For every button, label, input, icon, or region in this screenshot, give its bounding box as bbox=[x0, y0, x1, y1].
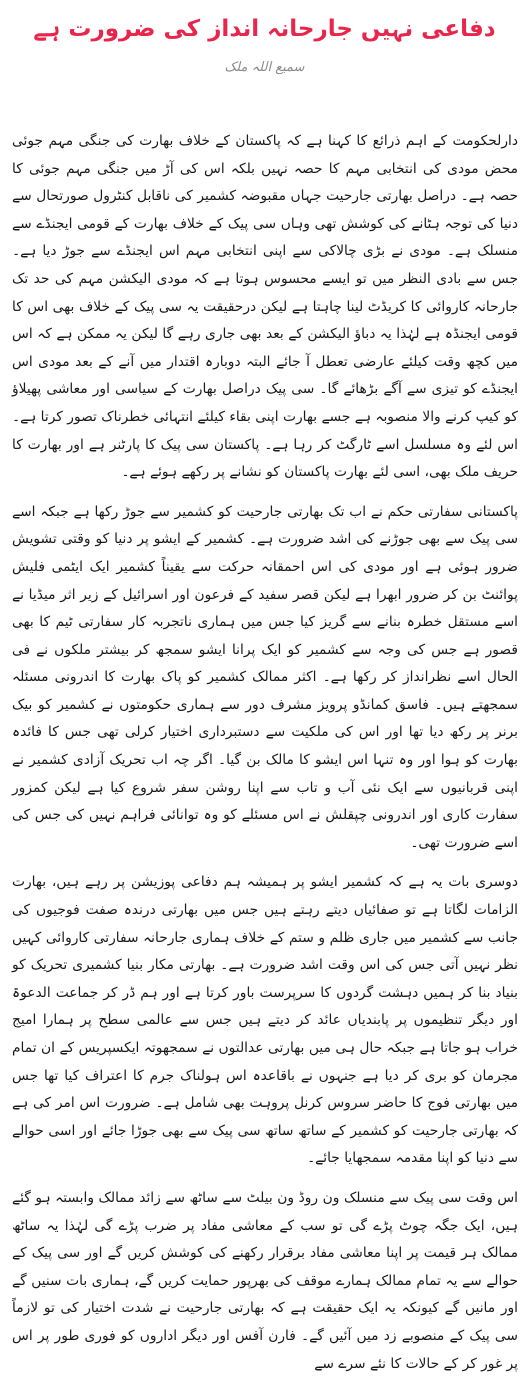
article-headline: دفاعی نہیں جارحانہ انداز کی ضرورت ہے bbox=[33, 16, 496, 42]
author-byline: سمیع اللہ ملک bbox=[224, 60, 305, 75]
article-paragraph: اس وقت سی پیک سے منسلک ون روڈ ون بیلٹ سے ساٹھ سے زائد ممالک وابستہ ہو گئے ہیں، ایک جگہ چوٹ پڑے گی تو سب کے معاشی مفاد پر ضرب پڑے گی لہٰذا یہ ساٹھ ممالک ہر قیمت پر اپنا معاشی مفاد برقرار رکھنے کی کوشش کریں گے اور سی پیک کے حوالے سے یہ تمام ممالک ہمارے موقف کی بھرپور حمایت کریں گے، ہماری بات سنیں گے اور مانیں گے کیونکہ یہ ایک حقیقت ہے کہ بھارتی جارحیت نے شدت اختیار کی تو لازماً سی پیک کے منصوبے زد میں آئیں گے۔ فارن آفس اور دیگر اداروں کو فوری طور پر اس پر غور کر کے حالات کا نئے سرے سے bbox=[12, 1189, 518, 1372]
article-paragraph: دوسری بات یہ ہے کہ کشمیر ایشو پر ہمیشہ ہم دفاعی پوزیشن پر رہے ہیں، بھارت الزامات لگاتا ہے تو صفائیاں دیتے رہتے ہیں جس میں بھارتی درندہ صفت فوجیوں کی جانب سے کشمیر میں جاری ظلم و ستم کے خلاف ہماری جارحانہ سفارتی کاروائی کہیں نظر نہیں آتی جس کی اس وقت اشد ضرورت ہے۔ بھارتی مکار بنیا کشمیری تحریک کو بنیاد بنا کر ہمیں دہشت گردوں کا سرپرست باور کرتا ہے اور ہم ڈر کر جماعت الدعوۃ اور دیگر تنظیموں پر پابندیاں عائد کر دیتے ہیں جس سے عالمی سطح پر ہمارا امیج خراب ہو جاتا ہے جبکہ حال ہی میں بھارتی عدالتوں نے سمجھوتہ ایکسپریس کے ان تمام مجرمان کو بری کر دیا ہے جنہوں نے باقاعدہ اس ہولناک جرم کا اعتراف کیا تھا جس میں بھارتی فوج کا حاضر سروس کرنل پروہت بھی شامل ہے۔ ضرورت اس امر کی ہے کہ بھارتی جارحیت کو کشمیر کے ساتھ ساتھ سی پیک سے بھی جوڑا جائے اور اسی حوالے سے دنیا کو اپنا مقدمہ سمجھایا جائے۔ bbox=[12, 874, 518, 1167]
article-paragraph: دارلحکومت کے اہم ذرائع کا کہنا ہے کہ پاکستان کے خلاف بھارت کی جنگی مہم جوئی محض مودی کی انتخابی مہم کا حصہ نہیں بلکہ اس کی آڑ میں جنگی مہم جوئی کا حصہ ہے۔ دراصل بھارتی جارحیت جہاں مقبوضہ کشمیر کی ناقابل کنٹرول صورتحال سے دنیا کی توجہ ہٹانے کی کوشش تھی وہاں سی پیک کے خلاف بھارت کے قومی ایجنڈے سے منسلک ہے۔ مودی نے بڑی چالاکی سے اپنی انتخابی مہم اس ایجنڈے سے جوڑ دیا ہے۔ جس سے بادی النظر میں تو ایسے محسوس ہوتا ہے کہ مودی الیکشن مہم کی حد تک جارحانہ کاروائی کا کریڈٹ لینا چاہتا ہے لیکن درحقیقت یہ سی پیک کے خلاف بھی اس کا قومی ایجنڈہ ہے لہٰذا یہ دباؤ الیکشن کے بعد بھی جاری رہے گا لیکن یہ ممکن ہے کہ اس میں کچھ وقت کیلئے عارضی تعطل آ جائے البتہ دوبارہ اقتدار میں آنے کے بعد مودی اس ایجنڈے کو تیزی سے آگے بڑھائے گا۔ سی پیک دراصل بھارت کے سیاسی اور معاشی پھیلاؤ کو کیپ کرنے والا منصوبہ ہے جسے بھارت اپنی بقاء کیلئے انتہائی خطرناک تصور کرتا ہے۔ اس لئے وہ مسلسل اسے ٹارگٹ کر رہا ہے۔ پاکستان سی پیک کا پارٹنر ہے اور بھارت کا حریف ملک بھی، اسی لئے بھارت پاکستان کو نشانے پر رکھے ہوئے ہے۔ bbox=[12, 133, 518, 481]
article-body bbox=[12, 128, 518, 1390]
article-paragraph: پاکستانی سفارتی حکم نے اب تک بھارتی جارحیت کو کشمیر سے جوڑ رکھا ہے جبکہ اسے سی پیک سے بھی جوڑنے کی اشد ضرورت ہے۔ کشمیر کے ایشو پر دنیا کو وقتی تشویش ضرور ہوئی ہے اور مودی کی اس احمقانہ حرکت سے یقیناً کشمیر ایک ایٹمی فلیش پوائنٹ بن کر ضرور ابھرا ہے لیکن قصر سفید کے فرعون اور اسرائیل کے زیر اثر میڈیا نے اسے مستقل خطرہ بنانے سے گریز کیا جس میں ہماری ناتجربہ کار سفارتی ٹیم کا بھی قصور ہے جس کی وجہ سے کشمیر کو ایک پرانا ایشو سمجھ کر بیشتر ملکوں نے فی الحال اسے نظرانداز کر رکھا ہے۔ اکثر ممالک کشمیر کو پاک بھارت کا اندرونی مسئلہ سمجھتے ہیں۔ فاسق کمانڈو پرویز مشرف دور سے ہماری حکومتوں نے کشمیر کو بیک برنر پر رکھ دیا تھا اور اس کی ملکیت سے دستبرداری اختیار کرلی تھی جس کا فائدہ بھارت کو ہوا اور وہ تنہا اس ایشو کا مالک بن گیا۔ اگر چہ اب تحریک آزادی کشمیر نے اپنی قربانیوں سے ایک نئی آب و تاب سے اپنا روشن سفر شروع کیا ہے لیکن کمزور سفارت کاری اور اندرونی چپقلش نے اس مسئلے کو وہ توانائی فراہم نہیں کی جس کی اسے ضرورت تھی۔ bbox=[12, 503, 518, 851]
